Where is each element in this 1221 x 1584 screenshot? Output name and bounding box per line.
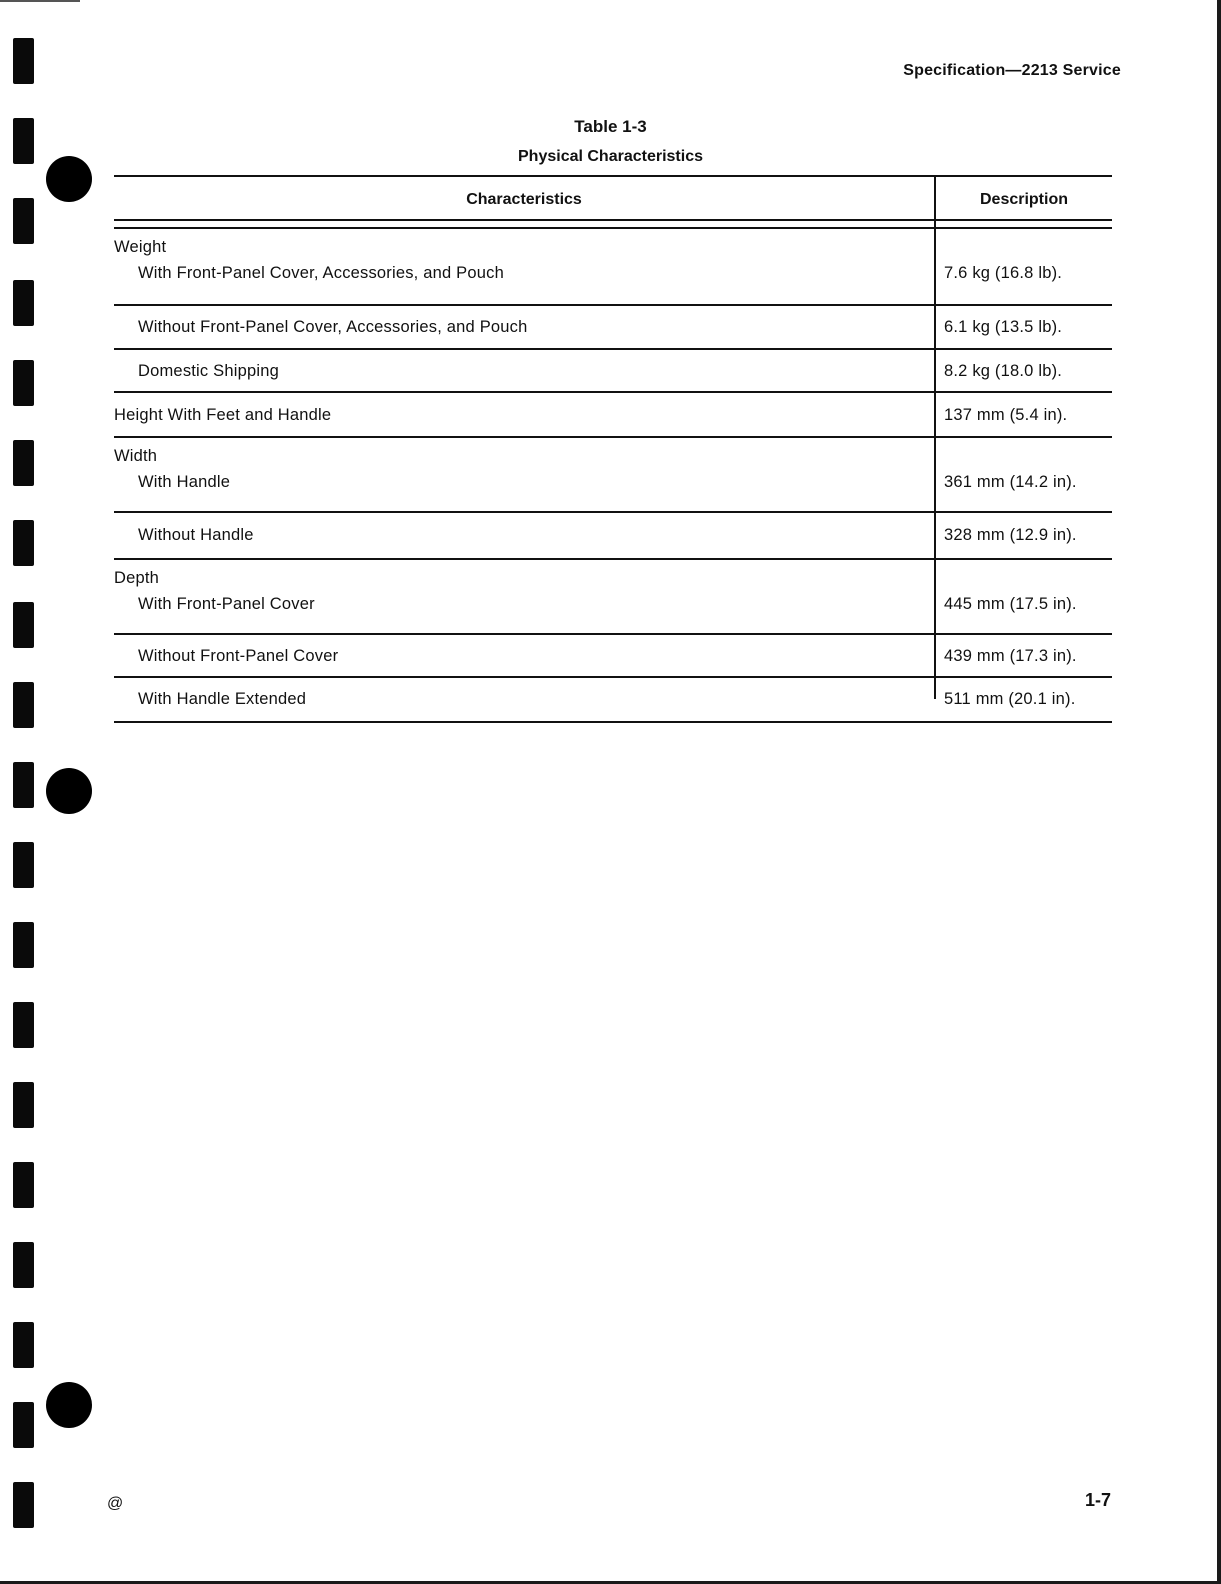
binder-bar: [13, 360, 34, 406]
row-value: 8.2 kg (18.0 lb).: [944, 362, 1063, 380]
binder-bar: [13, 520, 34, 566]
column-header-description: Description: [979, 191, 1068, 208]
binder-bar: [13, 1082, 34, 1128]
row-value: 6.1 kg (13.5 lb).: [944, 318, 1063, 336]
row-label: With Handle: [138, 473, 231, 491]
footer-symbol: @: [107, 1495, 124, 1512]
row-value: 328 mm (12.9 in).: [944, 526, 1077, 544]
binder-hole: [46, 1382, 92, 1428]
binder-bar: [13, 38, 34, 84]
table-row: [114, 635, 1112, 678]
table-row: [114, 258, 1112, 306]
table-number: Table 1-3: [574, 117, 647, 136]
scan-edge-right: [1217, 0, 1221, 1584]
row-label: With Front-Panel Cover, Accessories, and Pouch: [138, 264, 504, 282]
table-row: [114, 393, 1112, 438]
binder-bar: [13, 762, 34, 808]
page-number: 1-7: [1084, 1490, 1111, 1510]
row-label: Height With Feet and Handle: [114, 406, 332, 424]
row-value: 7.6 kg (16.8 lb).: [944, 264, 1063, 282]
physical-characteristics-table: [114, 175, 1112, 723]
table-row: [114, 306, 1112, 350]
binder-hole: [46, 768, 92, 814]
binder-bar: [13, 440, 34, 486]
binder-bar: [13, 1162, 34, 1208]
binder-bar: [13, 280, 34, 326]
row-label: Without Handle: [138, 526, 254, 544]
binder-bar: [13, 682, 34, 728]
header-double-rule: [114, 221, 1112, 229]
table-row: [114, 589, 1112, 635]
binder-bar: [13, 1002, 34, 1048]
binder-bar: [13, 842, 34, 888]
binder-bar: [13, 1242, 34, 1288]
binder-bar: [13, 1322, 34, 1368]
row-label: With Front-Panel Cover: [138, 595, 315, 613]
scan-edge-top: [0, 0, 80, 2]
row-value: 137 mm (5.4 in).: [944, 406, 1068, 424]
binder-bar: [13, 602, 34, 648]
page-header: Specification—2213 Service: [903, 62, 1121, 79]
binder-bar: [13, 1402, 34, 1448]
row-value: 439 mm (17.3 in).: [944, 647, 1077, 665]
column-header-characteristics: Characteristics: [466, 191, 582, 208]
table-row: [114, 678, 1112, 723]
table-row: [114, 350, 1112, 393]
group-label-width: Width: [114, 447, 158, 465]
binder-bar: [13, 198, 34, 244]
group-label-depth: Depth: [114, 569, 160, 587]
row-label: Without Front-Panel Cover, Accessories, and Pouch: [138, 318, 528, 336]
row-label: Without Front-Panel Cover: [138, 647, 339, 665]
row-value: 445 mm (17.5 in).: [944, 595, 1077, 613]
row-value: 361 mm (14.2 in).: [944, 473, 1077, 491]
table-header-row: [114, 175, 1112, 221]
row-label: With Handle Extended: [138, 690, 307, 708]
binder-bar: [13, 1482, 34, 1528]
table-row: [114, 467, 1112, 513]
table-caption: Physical Characteristics: [518, 148, 703, 165]
row-label: Domestic Shipping: [138, 362, 279, 380]
binder-bar: [13, 922, 34, 968]
row-value: 511 mm (20.1 in).: [944, 690, 1076, 708]
table-row: [114, 513, 1112, 560]
group-label-weight: Weight: [114, 238, 167, 256]
